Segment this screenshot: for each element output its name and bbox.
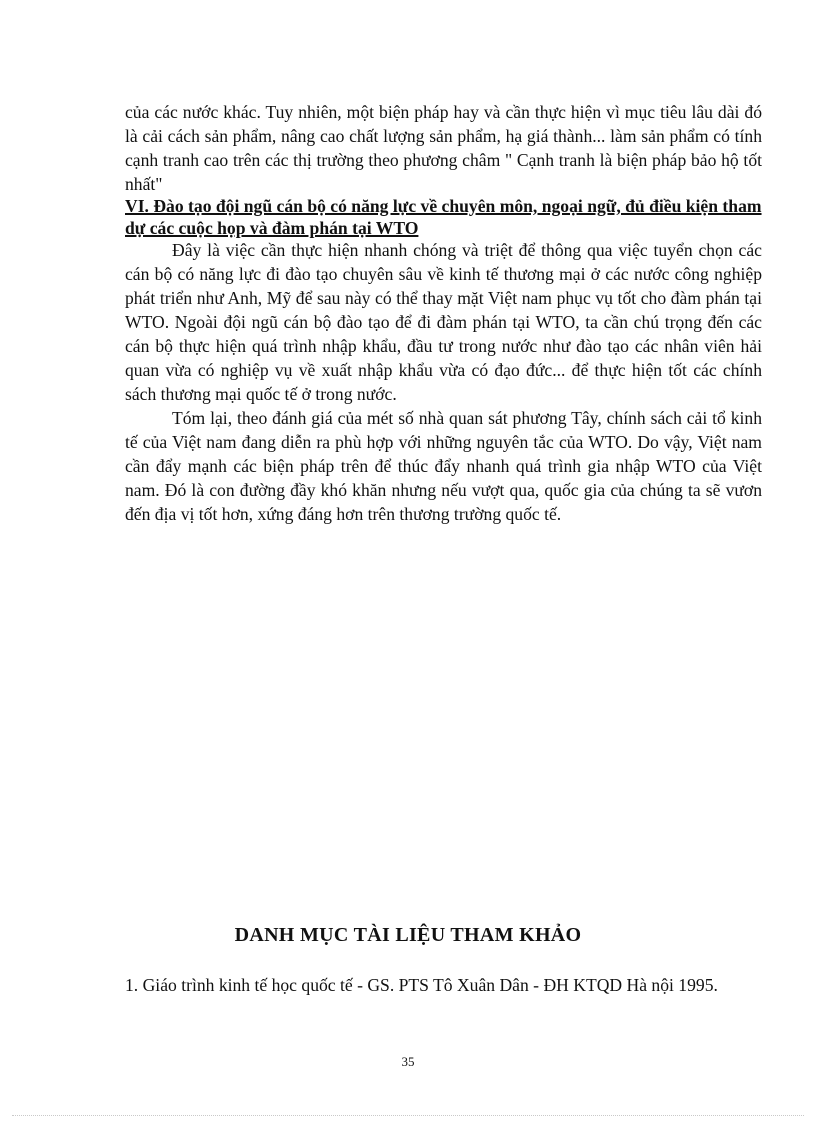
paragraph-training: Đây là việc cần thực hiện nhanh chóng và triệt để thông qua việc tuyển chọn các cán bộ có năng lực đi đào tạo chuyên sâu về kinh tế thương mại ở các nước công nghiệp phát triển như Anh, Mỹ để sau này có thể thay mặt Việt nam phục vụ tốt cho đàm phán tại WTO. Ngoài đội ngũ cán bộ đào tạo để đi đàm phán tại WTO, ta cần chú trọng đến các cán bộ thực hiện quá trình nhập khẩu, đầu tư trong nước như đào tạo các nhân viên hải quan vừa có nghiệp vụ về xuất nhập khẩu vừa có đạo đức... để thực hiện tốt các chính sách thương mại quốc tế ở trong nước.: [125, 240, 762, 404]
paragraph-conclusion: Tóm lại, theo đánh giá của mét số nhà quan sát phương Tây, chính sách cải tổ kinh tế của Việt nam đang diễn ra phù hợp với những nguyên tắc của WTO. Do vậy, Việt nam cần đẩy mạnh các biện pháp trên để thúc đẩy nhanh quá trình gia nhập WTO của Việt nam. Đó là con đường đầy khó khăn nhưng nếu vượt qua, quốc gia của chúng ta sẽ vươn đến địa vị tốt hơn, xứng đáng hơn trên thương trường quốc tế.: [125, 408, 762, 524]
references-title: DANH MỤC TÀI LIỆU THAM KHẢO: [234, 924, 582, 946]
page-bottom-divider: [12, 1115, 804, 1116]
page-number: 35: [401, 1054, 415, 1069]
reference-item: 1. Giáo trình kinh tế học quốc tế - GS. PTS Tô Xuân Dân - ĐH KTQD Hà nội 1995.: [125, 975, 718, 995]
paragraph-continuation: của các nước khác. Tuy nhiên, một biện pháp hay và cần thực hiện vì mục tiêu lâu dài đó là cải cách sản phẩm, nâng cao chất lượng sản phẩm, hạ giá thành... làm sản phẩm có tính cạnh tranh cao trên các thị trường theo phương châm " Cạnh tranh là biện pháp bảo hộ tốt nhất": [125, 102, 762, 194]
section-heading: VI. Đào tạo đội ngũ cán bộ có năng lực về chuyên môn, ngoại ngữ, đủ điều kiện tham dự các cuộc họp và đàm phán tại WTO: [125, 196, 762, 238]
